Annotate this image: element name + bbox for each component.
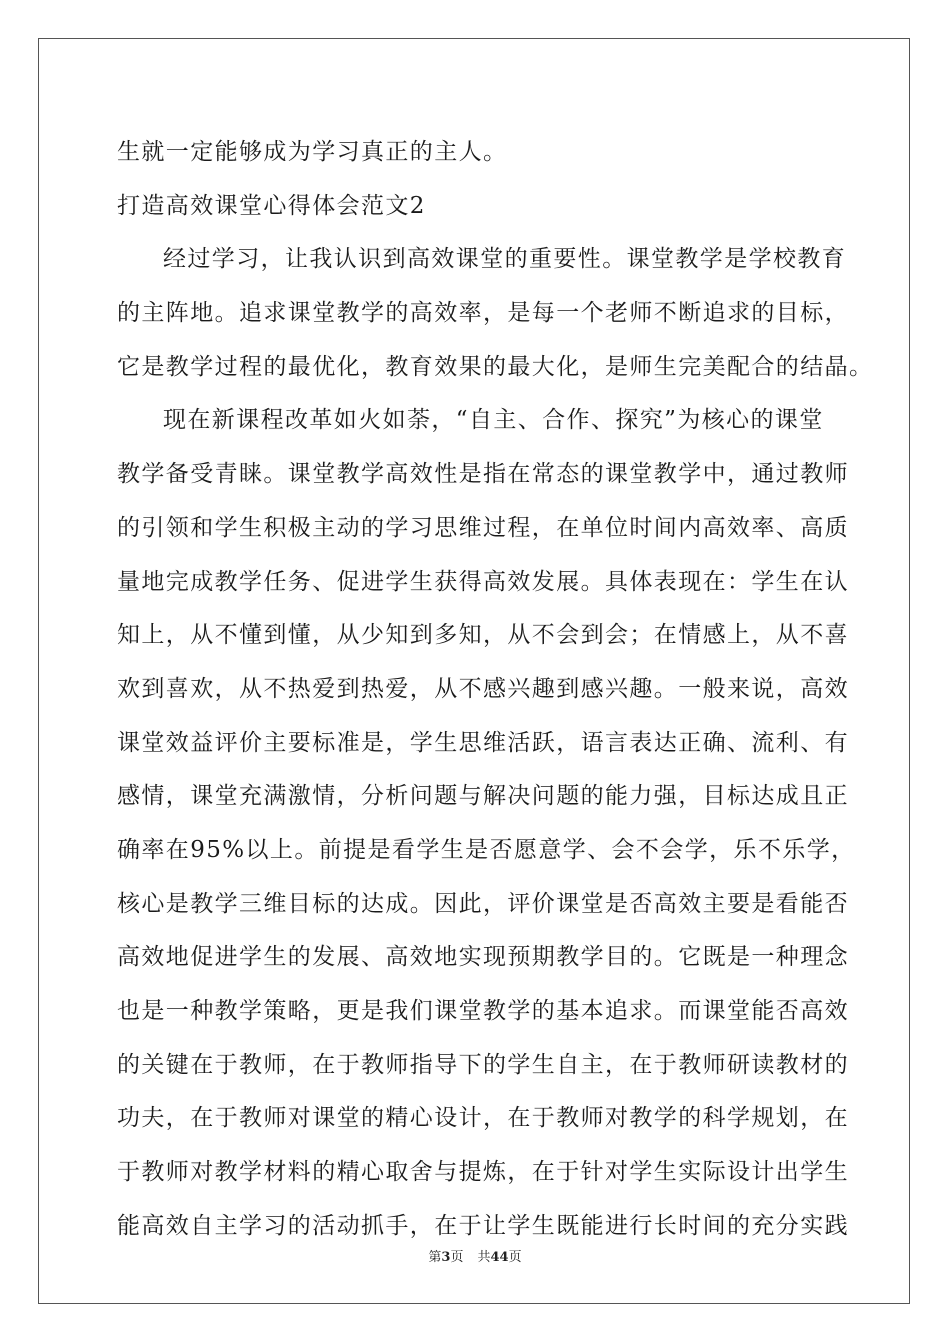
page-footer (0, 1246, 950, 1265)
total-label-prefix: 共 (477, 1250, 491, 1265)
current-page-number: 3 (441, 1250, 451, 1265)
text-line: 核心是教学三维目标的达成。因此，评价课堂是否高效主要是看能否 (117, 890, 849, 917)
text-line: 知上，从不懂到懂，从少知到多知，从不会到会；在情感上，从不喜 (117, 622, 849, 649)
text-line: 它是教学过程的最优化，教育效果的最大化，是师生完美配合的结晶。 (117, 353, 874, 380)
text-line: 能高效自主学习的活动抓手，在于让学生既能进行长时间的充分实践 (117, 1212, 849, 1239)
text-line: 课堂效益评价主要标准是，学生思维活跃，语言表达正确、流利、有 (117, 729, 849, 756)
text-line: 教学备受青睐。课堂教学高效性是指在常态的课堂教学中，通过教师 (117, 461, 849, 488)
text-line: 量地完成教学任务、促进学生获得高效发展。具体表现在：学生在认 (117, 568, 849, 595)
paragraph-first-line: 现在新课程改革如火如荼，“自主、合作、探究”为核心的课堂 (163, 407, 824, 434)
text-line: 欢到喜欢，从不热爱到热爱，从不感兴趣到感兴趣。一般来说，高效 (117, 675, 849, 702)
text-line: 高效地促进学生的发展、高效地实现预期教学目的。它既是一种理念 (117, 944, 849, 971)
text-line: 功夫，在于教师对课堂的精心设计，在于教师对教学的科学规划，在 (117, 1105, 849, 1132)
paragraph-first-line: 经过学习，让我认识到高效课堂的重要性。课堂教学是学校教育 (163, 246, 847, 273)
document-body (117, 126, 874, 1253)
total-page-count: 44 (490, 1250, 509, 1265)
text-line: 的主阵地。追求课堂教学的高效率，是每一个老师不断追求的目标， (117, 300, 849, 327)
page-label-unit: 页 (450, 1250, 464, 1265)
text-line: 也是一种教学策略，更是我们课堂教学的基本追求。而课堂能否高效 (117, 998, 849, 1024)
text-line: 生就一定能够成为学习真正的主人。 (117, 139, 508, 165)
text-line: 的关键在于教师，在于教师指导下的学生自主，在于教师研读教材的 (117, 1051, 849, 1078)
text-line: 的引领和学生积极主动的学习思维过程，在单位时间内高效率、高质 (117, 514, 849, 541)
text-line: 于教师对教学材料的精心取舍与提炼，在于针对学生实际设计出学生 (117, 1159, 849, 1186)
total-label-unit: 页 (508, 1250, 522, 1265)
text-line: 确率在95%以上。前提是看学生是否愿意学、会不会学，乐不乐学， (117, 836, 856, 863)
text-line: 感情，课堂充满激情，分析问题与解决问题的能力强，目标达成且正 (117, 783, 849, 810)
section-title: 打造高效课堂心得体会范文2 (117, 192, 426, 219)
page-label-prefix: 第 (428, 1250, 442, 1265)
